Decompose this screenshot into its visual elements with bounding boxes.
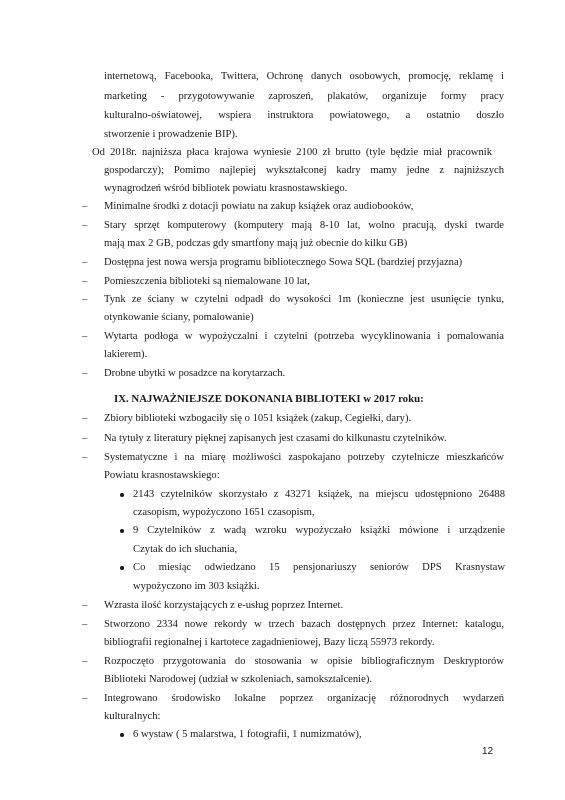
intro-line: gospodarczy); Pomimo najlepiej wykształconej kadry mamy jedne z najniższych: [104, 165, 504, 176]
sub-item-line: wypożyczono im 303 książki.: [133, 581, 260, 592]
sub-item-line: czasopism, wypożyczono 1651 czasopism,: [133, 507, 315, 518]
dash-bullet: –: [82, 220, 88, 231]
bullet-dot-icon: [120, 733, 124, 737]
problem-item-line: mają max 2 GB, podczas gdy smartfony mają już obecnie do kilku GB): [104, 238, 408, 249]
problem-item-line: Stary sprzęt komputerowy (komputery mają 8-10 lat, wolno pracują, dyski twarde: [104, 220, 504, 231]
sub-item-line: 2143 czytelników skorzystało z 43271 książek, na miejscu udostępniono 26488: [133, 489, 505, 500]
bullet-dot-icon: [120, 529, 124, 533]
intro-line: marketing - przygotowywanie zaproszeń, plakatów, organizuje formy pracy: [104, 91, 504, 102]
achievement-item-line: Zbiory biblioteki wzbogaciły się o 1051 książek (zakup, Cegiełki, dary).: [104, 413, 412, 424]
dash-bullet: –: [82, 693, 88, 704]
dash-bullet: –: [82, 452, 88, 463]
problem-item-line: otynkowanie ściany, pomalowanie): [104, 312, 254, 323]
achievement-item-line: Systematyczne i na miarę możliwości zaspokajano potrzeby czytelnicze mieszkańców: [104, 452, 504, 463]
section-heading: IX. NAJWAŻNIEJSZE DOKONANIA BIBLIOTEKI w 2017 roku:: [114, 393, 424, 405]
intro-line: internetową, Facebooka, Twittera, Ochronę danych osobowych, promocję, reklamę i: [104, 71, 504, 82]
dash-bullet: –: [82, 368, 88, 379]
achievement-item-line: bibliografii regionalnej i kartotece zagadnieniowej, Bazy liczą 55973 rekordy.: [104, 637, 435, 648]
intro-line: stworzenie i prowadzenie BIP).: [104, 129, 238, 140]
dash-bullet: –: [82, 201, 88, 212]
problem-item-line: lakierem).: [104, 349, 148, 360]
dash-bullet: –: [82, 294, 88, 305]
dash-bullet: –: [82, 331, 88, 342]
dash-bullet: –: [82, 600, 88, 611]
achievement-item-line: Rozpoczęto przygotowania do stosowania w opisie bibliograficznym Deskryptorów: [104, 656, 504, 667]
achievement-item-line: Na tytuły z literatury pięknej zapisanych jest czasami do kilkunastu czytelników.: [104, 433, 447, 444]
bullet-dot-icon: [120, 493, 124, 497]
sub-item-line: 9 Czytelników z wadą wzroku wypożyczało książki mówione i urządzenie: [133, 525, 505, 536]
problem-item-line: Tynk ze ściany w czytelni odpadł do wysokości 1m (konieczne jest usunięcie tynku,: [104, 294, 504, 305]
page-number: 12: [482, 746, 494, 757]
bullet-dot-icon: [120, 566, 124, 570]
achievement-item-line: Wzrasta ilość korzystających z e-usług poprzez Internet.: [104, 600, 344, 611]
problem-item-line: Pomieszczenia biblioteki są niemalowane 10 lat,: [104, 276, 310, 287]
achievement-item-line: Biblioteki Narodowej (udział w szkoleniach, samokształcenie).: [104, 674, 372, 685]
dash-bullet: –: [82, 619, 88, 630]
sub-item-line: Co miesiąc odwiedzano 15 pensjonariuszy seniorów DPS Krasnystaw: [133, 562, 505, 573]
dash-bullet: –: [82, 276, 88, 287]
dash-bullet: –: [82, 257, 88, 268]
dash-bullet: –: [82, 656, 88, 667]
sub-item-line: 6 wystaw ( 5 malarstwa, 1 fotografii, 1 numizmatów),: [133, 729, 362, 740]
intro-line: kulturalno-oświatowej, wspiera instruktora powiatowego, a ostatnio doszło: [104, 110, 504, 121]
achievement-item-line: Powiatu krasnostawskiego:: [104, 470, 220, 481]
problem-item-line: Wytarta podłoga w wypożyczalni i czytelni (potrzeba wycyklinowania i pomalowania: [104, 331, 504, 342]
intro-line: Od 2018r. najniższa płaca krajowa wyniesie 2100 zł brutto (tyle będzie miał pracownik: [92, 147, 492, 158]
intro-line: wynagrodzeń wśród bibliotek powiatu krasnostawskiego.: [104, 183, 348, 194]
achievement-item-line: Integrowano środowisko lokalne poprzez organizację różnorodnych wydarzeń: [104, 693, 504, 704]
dash-bullet: –: [82, 413, 88, 424]
problem-item-line: Minimalne środki z dotacji powiatu na zakup książek oraz audiobooków,: [104, 201, 414, 212]
achievement-item-line: kulturalnych:: [104, 711, 161, 722]
sub-item-line: Czytak do ich słuchania,: [133, 544, 238, 555]
problem-item-line: Drobne ubytki w posadzce na korytarzach.: [104, 368, 286, 379]
achievement-item-line: Stworzono 2334 nowe rekordy w trzech bazach dostępnych przez Internet: katalogu,: [104, 619, 504, 630]
dash-bullet: –: [82, 433, 88, 444]
problem-item-line: Dostępna jest nowa wersja programu bibliotecznego Sowa SQL (bardziej przyjazna): [104, 257, 463, 268]
